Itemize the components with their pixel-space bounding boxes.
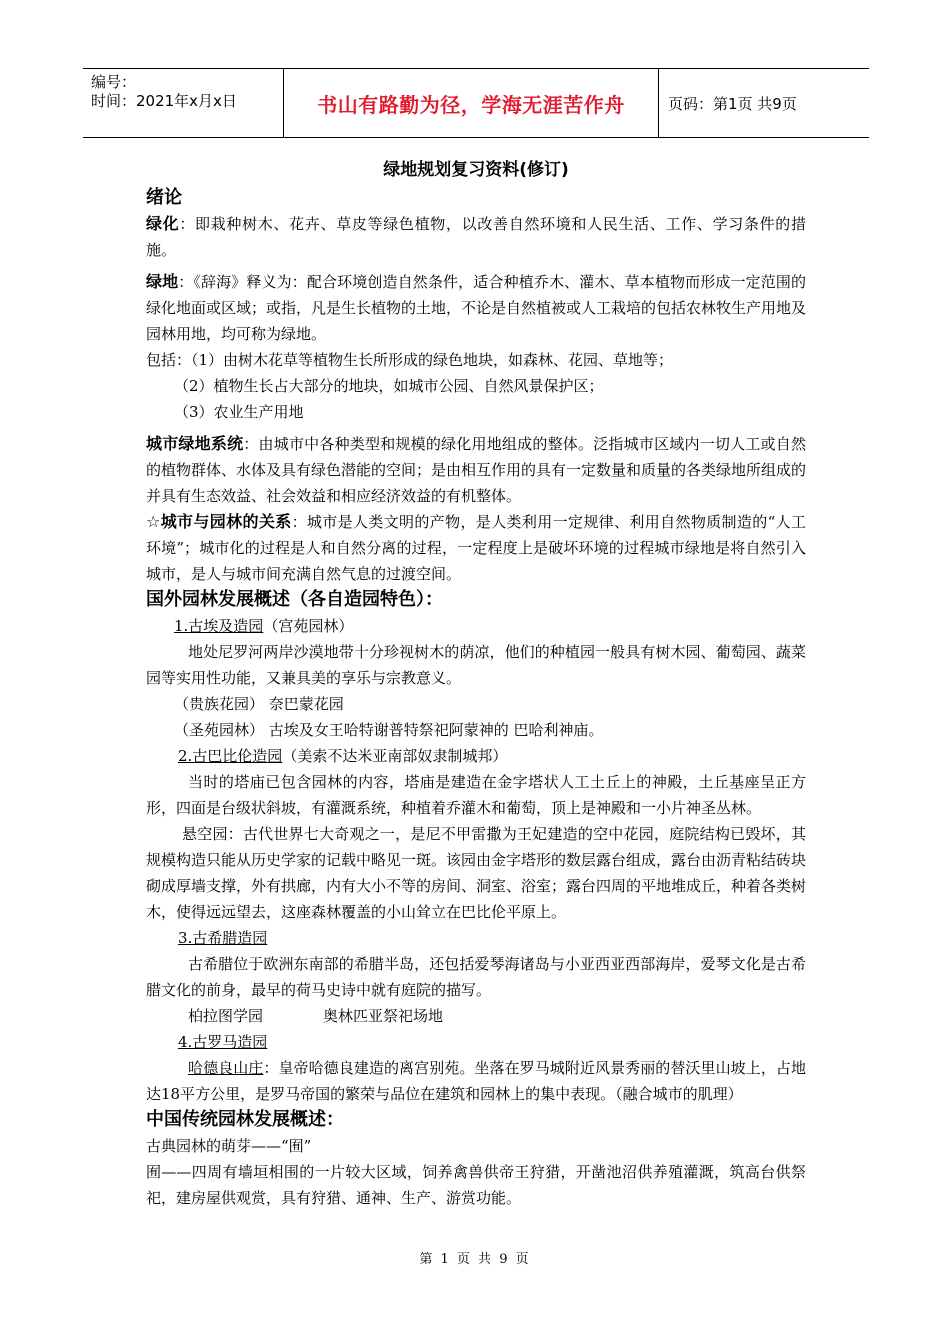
document-title: 绿地规划复习资料(修订) — [383, 160, 569, 180]
subheading-greece-title: 3.古希腊造园 — [178, 929, 268, 947]
subheading-egypt — [146, 613, 806, 639]
greece-example-2: 奥林匹亚祭祀场地 — [323, 1007, 444, 1025]
subheading-rome-title: 4.古罗马造园 — [178, 1033, 268, 1051]
header-motto: 书山有路勤为径，学海无涯苦作舟 — [317, 92, 625, 117]
greece-example-1: 柏拉图学园 — [188, 1007, 264, 1025]
china-subheading: 古典园林的萌芽——“囿” — [146, 1137, 312, 1155]
header-page-number: 页码：第1页 共9页 — [668, 94, 797, 113]
page-header — [83, 68, 869, 138]
term-greenland: 绿地 — [146, 272, 179, 291]
subheading-rome — [146, 1029, 806, 1055]
section-heading-intro: 绪论 — [146, 187, 182, 208]
header-meta — [83, 69, 283, 137]
paragraph-hadrian — [146, 1055, 806, 1107]
subheading-babylon — [146, 743, 806, 769]
term-hadrian: 哈德良山庄 — [188, 1059, 264, 1077]
paragraph-china: 囿——四周有墙垣相围的一片较大区域，饲养禽兽供帝王狩猎，开凿池沼供养殖灌溉，筑高台供祭祀，建房屋供观赏，具有狩猎、通神、生产、游赏功能。 — [146, 1163, 806, 1207]
definition-greening-text: ：即栽种树木、花卉、草皮等绿色植物，以改善自然环境和人民生活、工作、学习条件的措施。 — [146, 215, 806, 259]
include-item-1: 包括：（1）由树木花草等植物生长所形成的绿色地块，如森林、花园、草地等； — [146, 351, 674, 369]
document-body — [146, 157, 806, 1211]
egypt-noble-garden: （贵族花园） 奈巴蒙花园 — [174, 695, 344, 713]
paragraph-babylon: 当时的塔庙已包含园林的内容，塔庙是建造在金字塔状人工土丘上的神殿，土丘基座呈正方形，四面是台级状斜坡，有灌溉系统，种植着乔灌木和葡萄，顶上是神殿和一小片神圣丛林。 — [146, 773, 806, 817]
subheading-babylon-title: 2.古巴比伦造园 — [178, 747, 283, 765]
paragraph-greece: 古希腊位于欧洲东南部的希腊半岛，还包括爱琴海诸岛与小亚西亚西部海岸，爱琴文化是古希腊文化的前身，最早的荷马史诗中就有庭院的描写。 — [146, 955, 806, 999]
document-time-label: 时间：2021年x月x日 — [91, 92, 237, 110]
page-footer: 第 1 页 共 9 页 — [419, 1252, 531, 1267]
header-page-cell — [658, 69, 879, 137]
definition-green-system — [146, 431, 806, 509]
city-garden-relation — [146, 509, 806, 587]
definition-greening — [146, 211, 806, 263]
subheading-greece — [146, 925, 806, 951]
definition-green-system-text: ：由城市中各种类型和规模的绿化用地组成的整体。泛指城市区域内一切人工或自然的植物群体、水体及具有绿色潜能的空间；是由相互作用的具有一定数量和质量的各类绿地所组成的并具有生态效益、社会效益和相应经济效益的有机整体。 — [146, 435, 807, 505]
section-heading-china: 中国传统园林发展概述： — [146, 1109, 344, 1130]
definition-greenland — [146, 269, 806, 347]
include-item-3: （3）农业生产用地 — [174, 403, 304, 421]
term-city-garden-relation: ☆城市与园林的关系 — [146, 512, 292, 531]
subheading-egypt-title: 1.古埃及造园 — [174, 617, 264, 635]
definition-greenland-text: ：《辞海》释义为：配合环境创造自然条件，适合种植乔木、灌木、草本植物而形成一定范围的绿化地面或区域；或指，凡是生长植物的土地，不论是自然植被或人工栽培的包括农林牧生产用地及园林用地，均可称为绿地。 — [146, 273, 807, 343]
document-number-label: 编号： — [91, 73, 137, 91]
include-item-2: （2）植物生长占大部分的地块，如城市公园、自然风景保护区； — [174, 377, 604, 395]
greece-examples — [146, 1003, 806, 1029]
term-green-system: 城市绿地系统 — [146, 434, 244, 453]
subheading-egypt-note: （宫苑园林） — [263, 617, 354, 635]
section-heading-foreign: 国外园林发展概述（各自造园特色）： — [146, 589, 443, 610]
subheading-babylon-note: （美索不达米亚南部奴隶制城邦） — [282, 747, 508, 765]
city-garden-relation-text: ：城市是人类文明的产物，是人类利用一定规律、利用自然物质制造的“人工环境”；城市化的过程是人和自然分离的过程，一定程度上是破坏环境的过程城市绿地是将自然引入城市，是人与城市间充满自然气息的过渡空间。 — [146, 513, 806, 583]
term-greening: 绿化 — [146, 214, 180, 233]
paragraph-hadrian-text: ：皇帝哈德良建造的离宫别苑。坐落在罗马城附近风景秀丽的替沃里山坡上，占地达18平方公里，是罗马帝国的繁荣与品位在建筑和园林上的集中表现。（融合城市的肌理） — [146, 1059, 806, 1103]
paragraph-egypt: 地处尼罗河两岸沙漠地带十分珍视树木的荫凉，他们的种植园一般具有树木园、葡萄园、蔬菜园等实用性功能，又兼具美的享乐与宗教意义。 — [146, 643, 806, 687]
paragraph-hanging-garden: 悬空园：古代世界七大奇观之一，是尼不甲雷撒为王妃建造的空中花园，庭院结构已毁坏，其规模构造只能从历史学家的记载中略见一斑。该园由金字塔形的数层露台组成，露台由沥青粘结砖块砌成厚墙支撑，外有拱廊，内有大小不等的房间、洞室、浴室；露台四周的平地堆成丘，种着各类树木，使得远远望去，这座森林覆盖的小山耸立在巴比伦平原上。 — [146, 825, 807, 921]
header-motto-cell — [283, 69, 659, 137]
egypt-sacred-garden: （圣苑园林） 古埃及女王哈特谢普特祭祀阿蒙神的 巴哈利神庙。 — [174, 721, 604, 739]
